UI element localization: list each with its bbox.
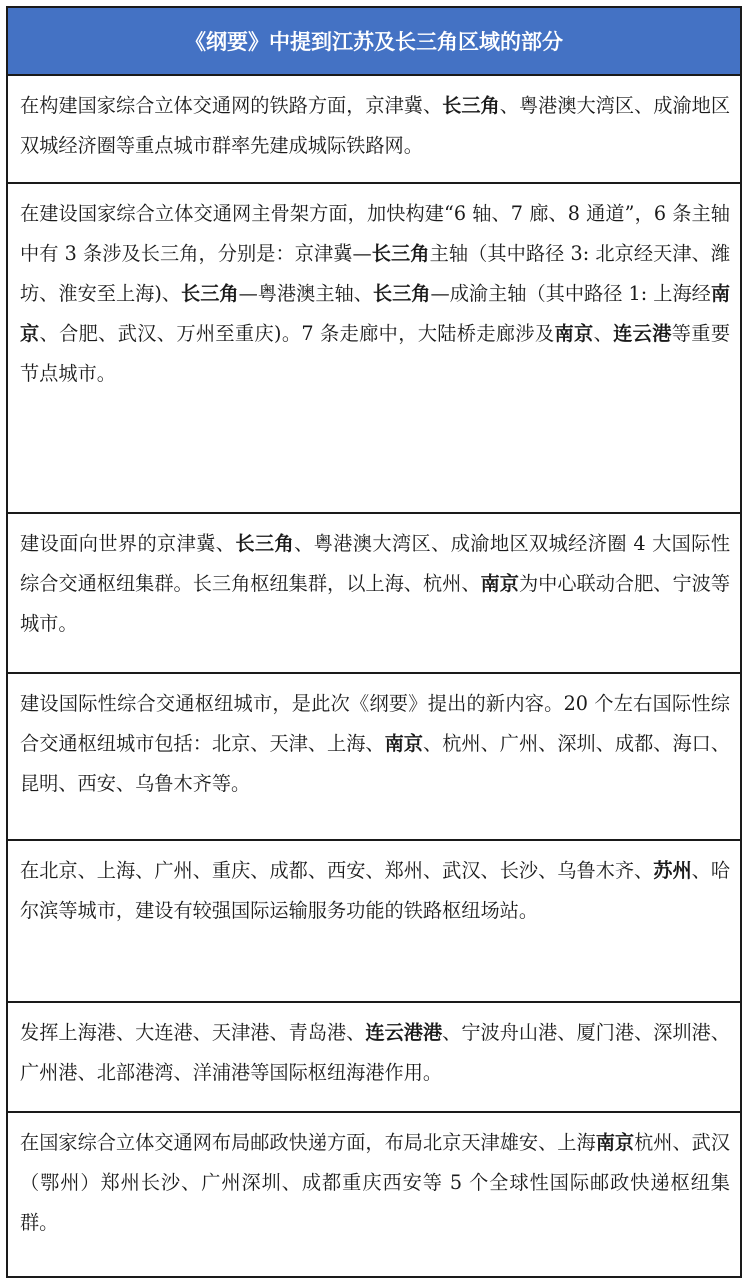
- table-header: 《纲要》中提到江苏及长三角区域的部分: [8, 8, 740, 76]
- row-text: 在构建国家综合立体交通网的铁路方面，京津冀、: [20, 94, 443, 117]
- row-text: 建设面向世界的京津冀、: [20, 532, 236, 555]
- table-row: [8, 514, 740, 674]
- table-row: [8, 76, 740, 184]
- row-text: —粤港澳主轴、: [238, 282, 373, 305]
- row-text: 在建设国家综合立体交通网主骨架方面，加快构建“6 轴、7 廊、8 通道”，6 条主轴中有 3 条涉及长三角，分别是：京津冀—: [20, 202, 730, 265]
- highlighted-term: 南京: [384, 732, 423, 755]
- row-text: 、哈尔滨等城市，建设有较强国际运输服务功能的铁路枢纽场站。: [20, 859, 731, 922]
- row-text: 、杭州、广州、深圳、成都、海口、昆明、西安、乌鲁木齐等。: [20, 732, 731, 795]
- highlighted-term: 苏州: [653, 859, 692, 882]
- highlighted-term: 长三角: [181, 282, 239, 305]
- highlighted-term: 长三角: [372, 282, 431, 305]
- row-text: 发挥上海港、大连港、天津港、青岛港、: [20, 1021, 366, 1044]
- highlighted-term: 连云港港: [365, 1021, 443, 1044]
- table-row: [8, 1003, 740, 1113]
- highlighted-term: 南京: [480, 572, 519, 595]
- row-text: 主轴（其中路径 3: 北京经天津、潍坊、淮安至上海)、: [20, 242, 731, 305]
- table-row: [8, 184, 740, 514]
- row-text: 在北京、上海、广州、重庆、成都、西安、郑州、武汉、长沙、乌鲁木齐、: [20, 859, 654, 882]
- highlighted-term: 南京: [20, 282, 731, 345]
- row-text: 为中心联动合肥、宁波等城市。: [20, 572, 731, 635]
- info-table: [6, 6, 742, 1278]
- highlighted-term: 长三角: [442, 94, 500, 117]
- highlighted-term: 长三角: [371, 242, 430, 265]
- table-row: [8, 1113, 740, 1276]
- row-text: 、宁波舟山港、厦门港、深圳港、广州港、北部港湾、洋浦港等国际枢纽海港作用。: [20, 1021, 731, 1084]
- highlighted-term: 南京: [554, 322, 594, 345]
- table-row: [8, 841, 740, 1003]
- row-text: 、: [593, 322, 614, 345]
- highlighted-term: 长三角: [235, 532, 295, 555]
- row-text: 在国家综合立体交通网布局邮政快递方面，布局北京天津雄安、上海: [20, 1131, 596, 1154]
- row-text: 杭州、武汉（鄂州）郑州长沙、广州深圳、成都重庆西安等 5 个全球性国际邮政快递枢纽集群。: [20, 1131, 731, 1234]
- row-text: 、粤港澳大湾区、成渝地区双城经济圈 4 大国际性综合交通枢纽集群。长三角枢纽集群，以上海、杭州、: [20, 532, 731, 595]
- highlighted-term: 连云港: [613, 322, 672, 345]
- row-text: 、粤港澳大湾区、成渝地区双城经济圈等重点城市群率先建成城际铁路网。: [20, 94, 731, 157]
- row-text: —成渝主轴（其中路径 1: 上海经: [430, 282, 711, 305]
- row-text: 等重要节点城市。: [20, 322, 731, 385]
- row-text: 、合肥、武汉、万州至重庆)。7 条走廊中，大陆桥走廊涉及: [39, 322, 555, 345]
- table-row: [8, 674, 740, 841]
- highlighted-term: 南京: [595, 1131, 635, 1154]
- row-text: 建设国际性综合交通枢纽城市，是此次《纲要》提出的新内容。20 个左右国际性综合交通枢纽城市包括：北京、天津、上海、: [20, 692, 730, 755]
